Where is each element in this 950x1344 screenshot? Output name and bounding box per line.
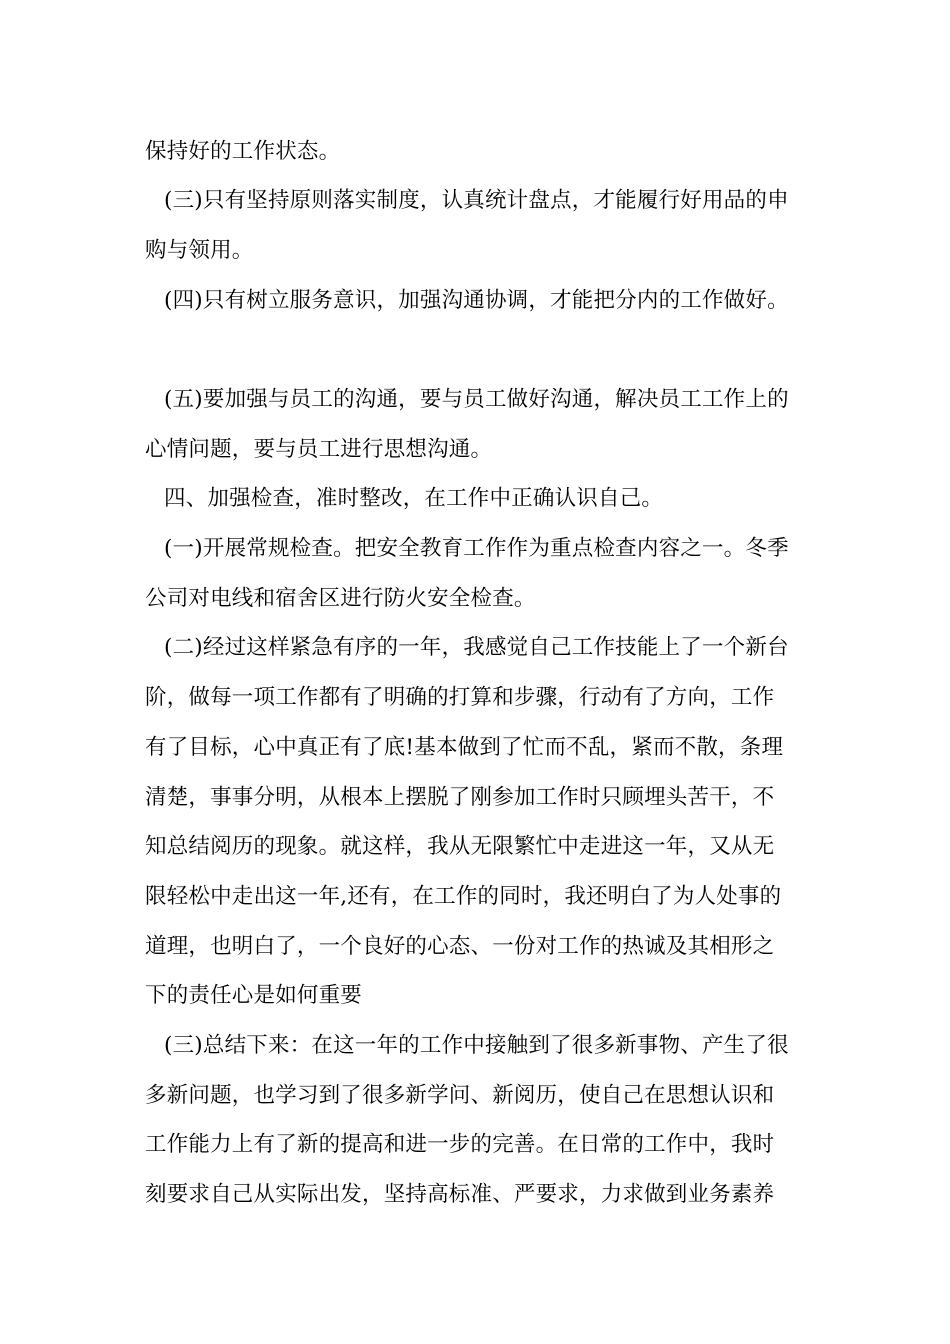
text-line: 保持好的工作状态。	[145, 139, 341, 164]
text-line: (三)总结下来：在这一年的工作中接触到了很多新事物、产生了很	[164, 1033, 789, 1058]
text-line: 下的责任心是如何重要	[145, 983, 363, 1008]
text-line: (二)经过这样紧急有序的一年，我感觉自己工作技能上了一个新台	[164, 635, 789, 660]
text-line: 清楚，事事分明，从根本上摆脱了刚参加工作时只顾埋头苦干，不	[145, 785, 775, 810]
text-line: 购与领用。	[145, 238, 254, 263]
text-line: (一)开展常规检查。把安全教育工作作为重点检查内容之一。冬季	[164, 536, 789, 561]
text-line: 道理，也明白了，一个良好的心态、一份对工作的热诚及其相形之	[145, 934, 775, 959]
text-line: 刻要求自己从实际出发，坚持高标准、严要求，力求做到业务素养	[145, 1182, 775, 1207]
text-line: (四)只有树立服务意识，加强沟通协调，才能把分内的工作做好。	[164, 288, 789, 313]
text-line: 心情问题，要与员工进行思想沟通。	[145, 437, 493, 462]
text-line: 公司对电线和宿舍区进行防火安全检查。	[145, 586, 536, 611]
text-line: 知总结阅历的现象。就这样，我从无限繁忙中走进这一年，又从无	[145, 834, 775, 859]
text-line: 多新问题，也学习到了很多新学问、新阅历，使自己在思想认识和	[145, 1083, 775, 1108]
text-line: (五)要加强与员工的沟通，要与员工做好沟通，解决员工工作上的	[164, 387, 789, 412]
text-line: 限轻松中走出这一年,还有，在工作的同时，我还明白了为人处事的	[145, 884, 782, 909]
text-line: (三)只有坚持原则落实制度，认真统计盘点，才能履行好用品的申	[164, 188, 789, 213]
section-heading: 四、加强检查，准时整改，在工作中正确认识自己。	[164, 486, 664, 511]
text-line: 有了目标，心中真正有了底!基本做到了忙而不乱，紧而不散，条理	[145, 735, 784, 760]
text-line: 阶，做每一项工作都有了明确的打算和步骤，行动有了方向，工作	[145, 685, 775, 710]
text-line: 工作能力上有了新的提高和进一步的完善。在日常的工作中，我时	[145, 1132, 775, 1157]
